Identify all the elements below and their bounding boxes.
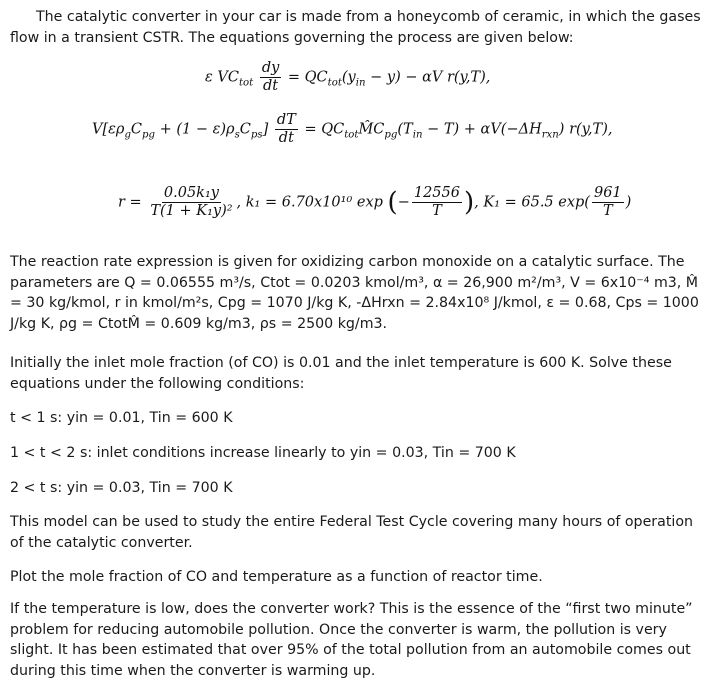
intro-paragraph: The catalytic converter in your car is made from a honeycomb of ceramic, in which the gases flow in a transient CSTR. The equations governing the process are given below: xyxy=(10,9,701,46)
condition-2: 1 < t < 2 s: inlet conditions increase linearly to yin = 0.03, Tin = 700 K xyxy=(10,445,516,461)
parameters-paragraph: The reaction rate expression is given for oxidizing carbon monoxide on a catalytic surface. The parameters are Q = 0.06555 m³/s, Ctot = 0.0203 kmol/m³, α = 26,900 m²/m³, V = 6x10⁻⁴ m3, M̂ = 30 kg/kmol, r in kmol/m²s, Cpg = 1070 J/kg K, -ΔHrxn = 2.84x10⁸ J/kmol, ε = 0.68, Cps = 1000 J/kg K, ρg = CtotM̂ = 0.609 kg/m3, ρs = 2500 kg/m3. xyxy=(10,254,699,332)
equation-rate-expression: r = $\frac{\text{0.05k₁y}}{\text{T(1 + K₁y)²}}$ , k₁ = 6.70x10¹⁰ exp (− $\frac{12556}{T}$ ), K₁ = 65.5 exp( $\frac{961}{T}$ ) xyxy=(118,185,632,219)
condition-1: t < 1 s: yin = 0.01, Tin = 600 K xyxy=(10,410,233,426)
plot-instruction: Plot the mole fraction of CO and temperature as a function of reactor time. xyxy=(10,569,543,585)
equation-mole-balance: ε $VC_{tot}$ $\frac{dy}{dt}$ = $QC_{tot}(y_{in} - y) - \alpha V$ r(y,T), xyxy=(205,60,491,94)
condition-3: 2 < t s: yin = 0.03, Tin = 700 K xyxy=(10,480,233,496)
equation-energy-balance: $V[\varepsilon\rho_gC_{pg} + (1 - \varepsilon)\rho_sC_{ps}]$ $\frac{dT}{dt}$ = $QC_{tot}M̂C_{pg}(T_{in} - T) + \alpha V(-\Delta H_{rxn})$ r(y,T), xyxy=(92,112,613,146)
ftc-paragraph: This model can be used to study the entire Federal Test Cycle covering many hours of operation of the catalytic converter. xyxy=(10,514,693,551)
closing-paragraph: If the temperature is low, does the converter work? This is the essence of the “first two minute” problem for reducing automobile pollution. Once the converter is warm, the pollution is very slight. It has been estimated that over 95% of the total pollution from an automobile comes out during this time when the converter is warming up. xyxy=(10,601,693,679)
initial-conditions-paragraph: Initially the inlet mole fraction (of CO) is 0.01 and the inlet temperature is 600 K. Solve these equations under the following conditions: xyxy=(10,355,672,392)
